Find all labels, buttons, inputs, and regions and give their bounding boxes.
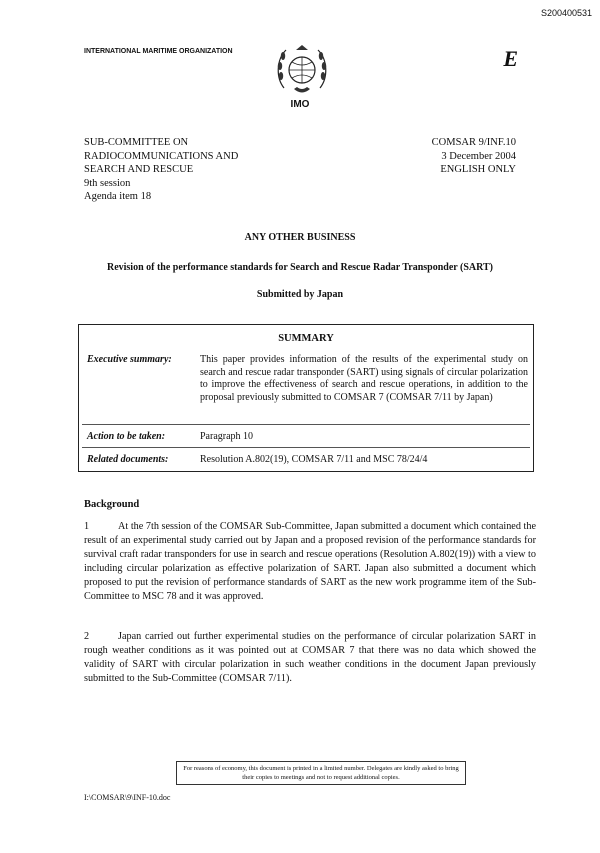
paragraph-number: 1: [84, 521, 90, 532]
document-reference: COMSAR 9/INF.10: [431, 137, 516, 148]
section-title: ANY OTHER BUSINESS: [244, 232, 356, 243]
committee-block: [84, 136, 238, 204]
session: 9th session: [84, 177, 131, 189]
action-text: Paragraph 10: [200, 431, 254, 442]
emblem-caption: IMO: [290, 99, 310, 110]
paragraph-2: [84, 630, 536, 686]
agenda-item: Agenda item 18: [84, 191, 152, 202]
document-code: S200400531: [540, 8, 592, 18]
paragraph-1: [84, 520, 536, 604]
submitted-by: Submitted by Japan: [256, 289, 344, 300]
document-date: 3 December 2004: [441, 150, 516, 162]
related-documents-label: Related documents:: [87, 454, 169, 465]
paragraph-text: Japan carried out further experimental studies on the performance of circular polarization SART in rough weather conditions as it was pointed out at COMSAR 7 that there was no data which showed the validity of SART with circular polarization in such weather conditions in the document Japan previously submitted to the Sub-Committee (COMSAR 7/11).: [84, 631, 536, 684]
file-path: I:\COMSAR\9\INF-10.doc: [84, 793, 171, 802]
summary-box: [78, 324, 534, 472]
executive-summary-label: Executive summary:: [87, 354, 172, 365]
economy-notice: For reasons of economy, this document is printed in a limited number. Delegates are kindly asked to bring their copies to meetings and not to request additional copies.: [176, 761, 466, 785]
summary-divider: [82, 424, 530, 425]
summary-heading: SUMMARY: [278, 333, 334, 344]
action-label: Action to be taken:: [87, 431, 166, 442]
committee-line-1: SUB-COMMITTEE ON: [84, 137, 189, 148]
document-subject: Revision of the performance standards for Search and Rescue Radar Transponder (SART): [106, 262, 494, 273]
organization-name: INTERNATIONAL MARITIME ORGANIZATION: [84, 48, 233, 55]
executive-summary-text: This paper provides information of the results of the experimental study on search and rescue radar transponder (SART) using signals of circular polarization to improve the effectiveness of search and rescue operations, in addition to the proposal previously submitted to COMSAR 7 (COMSAR 7/11 by Japan): [200, 354, 528, 403]
paragraph-text: At the 7th session of the COMSAR Sub-Committee, Japan submitted a document which contained the result of an experimental study carried out by Japan and a proposed revision of the performance standards for survival craft radar transponders for use in search and rescue operations (Resolution A.802(19)) with a view to including circular polarization as effective polarization of SART. Japan also submitted a document which proposed to put the revision of performance standards of SART as the new work programme item of the Sub-Committee to MSC 78 and it was approved.: [84, 521, 536, 602]
paragraph-number: 2: [84, 631, 90, 642]
imo-emblem-icon: [274, 42, 330, 98]
related-documents-text: Resolution A.802(19), COMSAR 7/11 and MSC 78/24/4: [200, 454, 428, 465]
document-language: ENGLISH ONLY: [440, 164, 516, 175]
committee-line-2: RADIOCOMMUNICATIONS AND: [84, 150, 239, 162]
summary-divider: [82, 447, 530, 448]
language-mark: E: [503, 46, 518, 71]
document-meta: [432, 136, 516, 177]
committee-line-3: SEARCH AND RESCUE: [84, 164, 194, 175]
background-heading: Background: [84, 499, 140, 510]
